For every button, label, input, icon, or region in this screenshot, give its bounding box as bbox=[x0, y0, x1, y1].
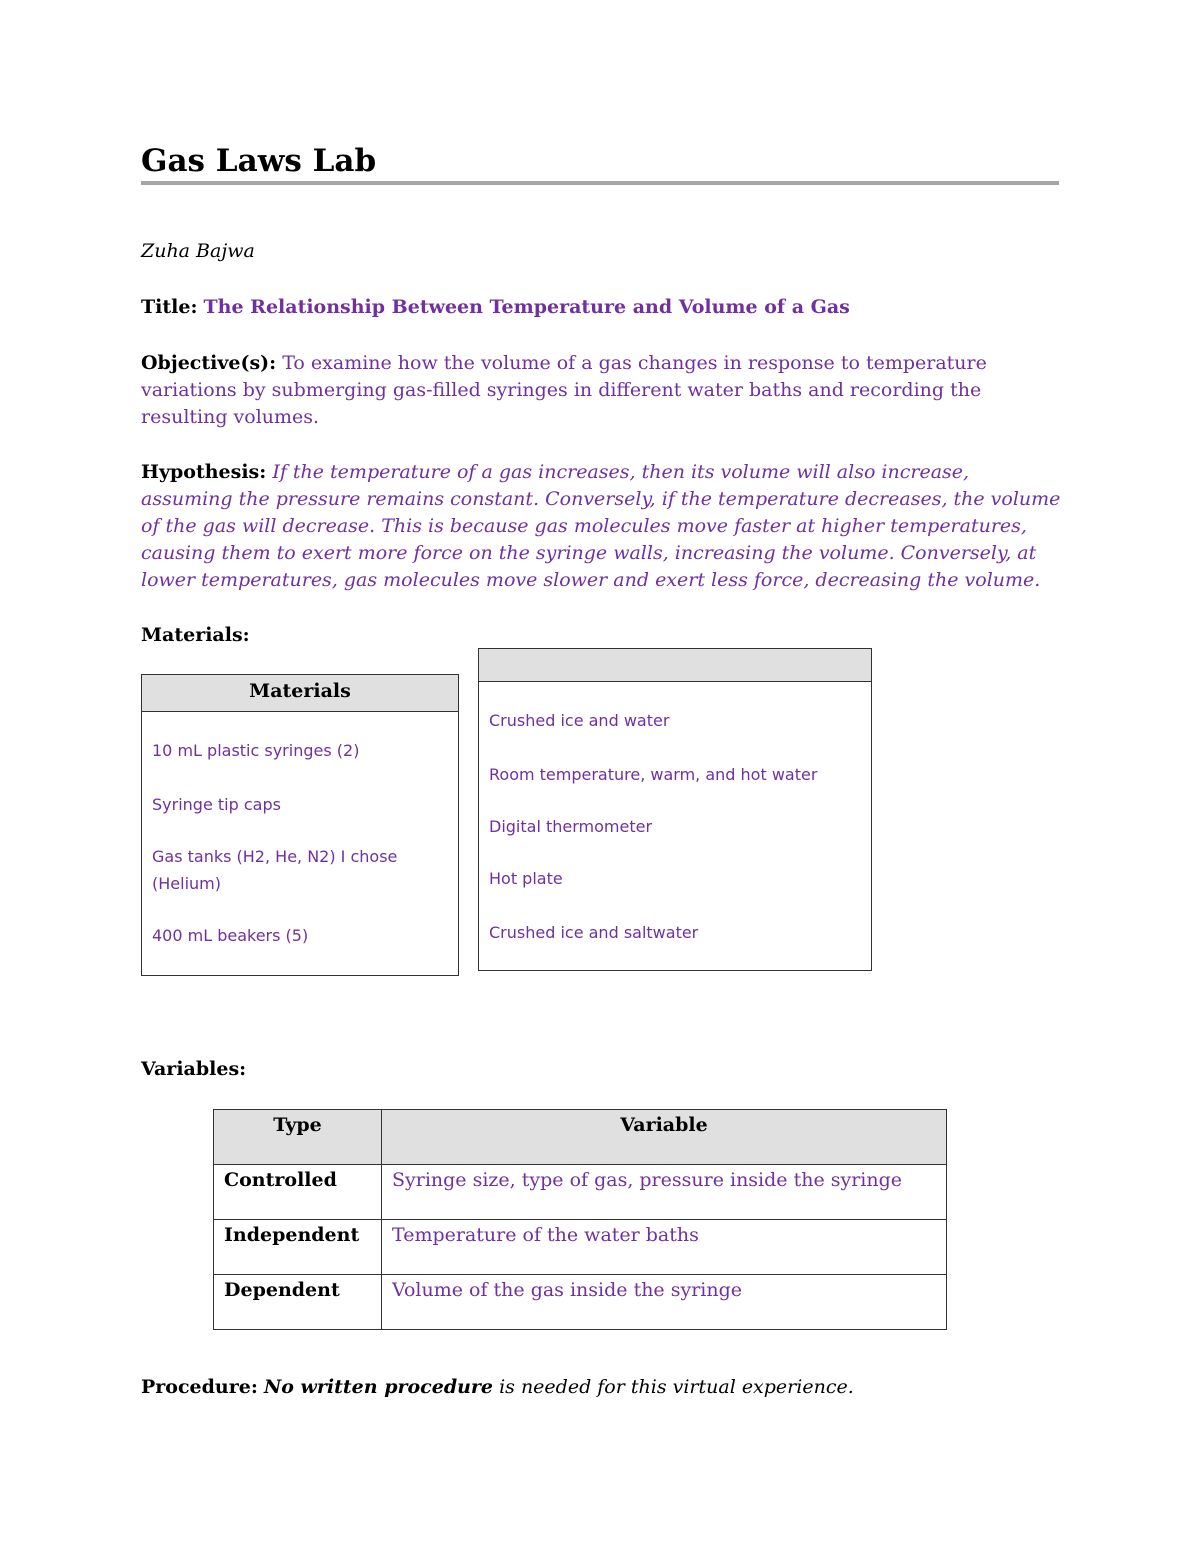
hypothesis-label: Hypothesis: bbox=[141, 461, 267, 483]
author-name: Zuha Bajwa bbox=[141, 240, 255, 262]
variables-label: Variables: bbox=[141, 1058, 247, 1080]
table-row bbox=[214, 1165, 947, 1220]
variables-header-row bbox=[214, 1110, 947, 1165]
objective-text: To examine how the volume of a gas changes in response to temperature variations by submerging gas-filled syringes in different water baths and recording the resulting volumes. bbox=[141, 352, 987, 428]
procedure-label: Procedure: bbox=[141, 1376, 258, 1398]
materials-table-left-header: Materials bbox=[142, 675, 458, 712]
material-item: Crushed ice and water bbox=[489, 711, 670, 730]
material-item: Digital thermometer bbox=[489, 817, 653, 836]
table-row bbox=[214, 1275, 947, 1330]
title-underline bbox=[141, 181, 1059, 185]
materials-table-left bbox=[141, 674, 459, 976]
variable-type: Controlled bbox=[214, 1165, 382, 1220]
material-item: Gas tanks (H2, He, N2) I chose (Helium) bbox=[152, 847, 398, 893]
variables-table bbox=[213, 1109, 947, 1330]
type-column-header: Type bbox=[214, 1110, 382, 1165]
material-item: Syringe tip caps bbox=[152, 795, 281, 814]
objective-paragraph bbox=[141, 350, 1061, 431]
table-row bbox=[214, 1220, 947, 1275]
variable-value: Volume of the gas inside the syringe bbox=[382, 1275, 947, 1330]
objective-label: Objective(s): bbox=[141, 352, 277, 374]
materials-table-right bbox=[478, 648, 872, 971]
variable-value: Temperature of the water baths bbox=[382, 1220, 947, 1275]
title-line bbox=[141, 294, 1061, 321]
title-value: The Relationship Between Temperature and Volume of a Gas bbox=[203, 296, 850, 318]
material-item: Room temperature, warm, and hot water bbox=[489, 765, 818, 784]
document-title: Gas Laws Lab bbox=[141, 143, 377, 179]
variable-value: Syringe size, type of gas, pressure inside the syringe bbox=[382, 1165, 947, 1220]
procedure-rest: is needed for this virtual experience. bbox=[493, 1376, 854, 1398]
material-item: Crushed ice and saltwater bbox=[489, 923, 699, 942]
material-item: 400 mL beakers (5) bbox=[152, 926, 309, 945]
variable-type: Dependent bbox=[214, 1275, 382, 1330]
procedure-emphasis: No written procedure bbox=[263, 1376, 494, 1398]
materials-label: Materials: bbox=[141, 624, 250, 646]
variable-type: Independent bbox=[214, 1220, 382, 1275]
material-item: Hot plate bbox=[489, 869, 563, 888]
hypothesis-text: If the temperature of a gas increases, then its volume will also increase, assuming the pressure remains constant. Conversely, if the temperature decreases, the volume of the gas will decrease. This is because gas molecules move faster at higher temperatures, causing them to exert more force on the syringe walls, increasing the volume. Conversely, at lower temperatures, gas molecules move slower and exert less force, decreasing the volume. bbox=[141, 461, 1061, 591]
title-label: Title: bbox=[141, 296, 198, 318]
procedure-paragraph bbox=[141, 1374, 1061, 1401]
materials-table-right-header bbox=[479, 649, 871, 682]
hypothesis-paragraph bbox=[141, 459, 1061, 594]
material-item: 10 mL plastic syringes (2) bbox=[152, 741, 360, 760]
variable-column-header: Variable bbox=[382, 1110, 947, 1165]
